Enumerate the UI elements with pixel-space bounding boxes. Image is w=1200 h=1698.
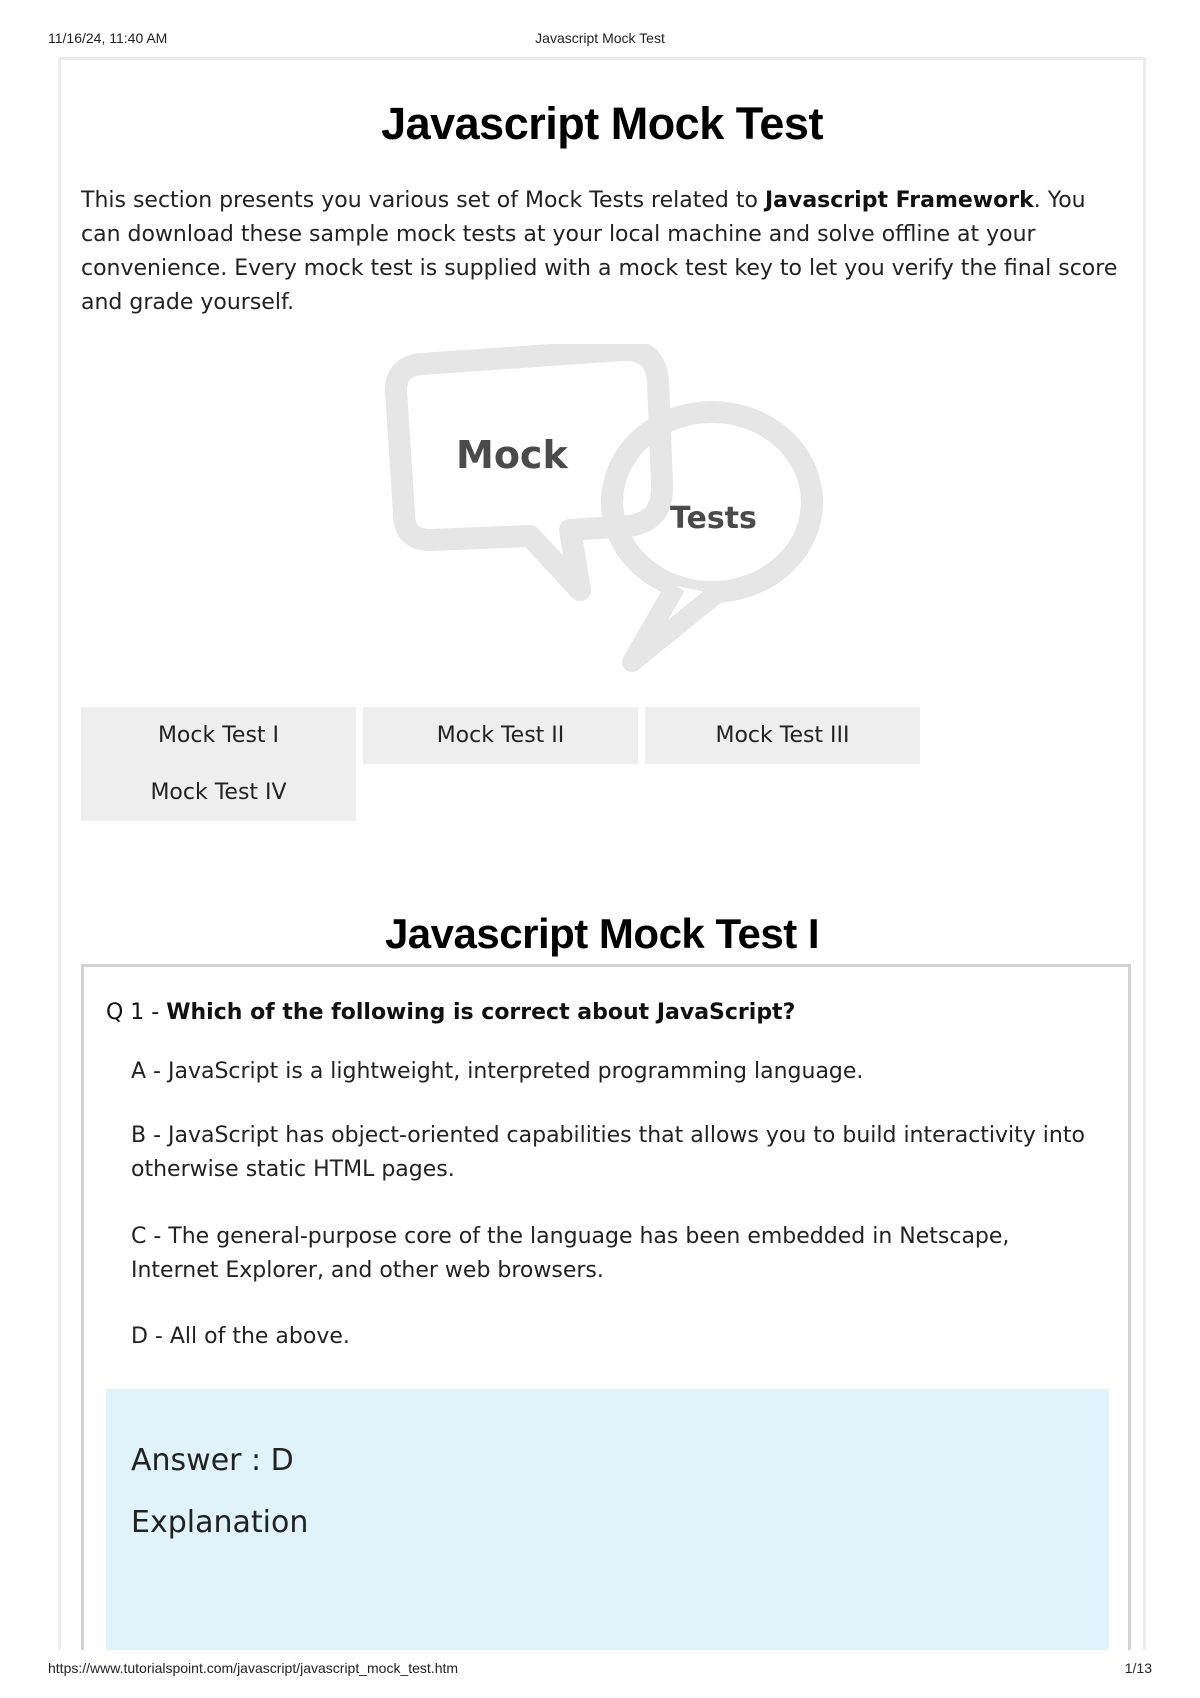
explanation-heading: Explanation: [131, 1505, 309, 1540]
question-text: [106, 1000, 795, 1025]
option-a: A - JavaScript is a lightweight, interpreted programming language.: [131, 1059, 864, 1084]
mock-tests-logo: [374, 344, 844, 674]
option-b: B - JavaScript has object-oriented capabilities that allows you to build interactivity into otherwise static HTML pages.: [131, 1123, 1085, 1182]
section-title: Javascript Mock Test I: [384, 910, 820, 957]
option-d: D - All of the above.: [131, 1324, 350, 1349]
question-number: Q 1 -: [106, 1000, 167, 1025]
intro-paragraph: [81, 184, 1131, 320]
print-url: https://www.tutorialspoint.com/javascript/javascript_mock_test.htm: [48, 1660, 459, 1676]
print-page-number: 1/13: [1124, 1660, 1152, 1676]
answer-text: Answer : D: [131, 1443, 294, 1478]
logo-word-tests: Tests: [670, 501, 757, 536]
tab-mock-test-4[interactable]: Mock Test IV: [81, 764, 356, 821]
page-title: Javascript Mock Test: [381, 98, 823, 149]
question-body: Which of the following is correct about JavaScript?: [166, 1000, 796, 1025]
intro-text-bold: Javascript Framework: [764, 188, 1034, 213]
content-frame: [58, 57, 1146, 1650]
option-c: C - The general-purpose core of the language has been embedded in Netscape, Internet Explorer, and other web browsers.: [131, 1224, 1010, 1283]
print-footer: [48, 1660, 1152, 1680]
print-page-title: Javascript Mock Test: [535, 30, 665, 46]
intro-text-after: . You can download these sample mock tests at your local machine and solve offline at your convenience. Every mock test is supplied with a mock test key to let you verify the final score and grade yourself.: [81, 188, 1118, 315]
intro-text-before: This section presents you various set of Mock Tests related to: [81, 188, 765, 213]
answer-panel: [106, 1389, 1109, 1650]
tab-mock-test-3[interactable]: Mock Test III: [645, 707, 920, 764]
print-datetime: 11/16/24, 11:40 AM: [48, 30, 168, 46]
print-header: [48, 30, 1152, 50]
tab-mock-test-2[interactable]: Mock Test II: [363, 707, 638, 764]
question-card: [81, 964, 1131, 1650]
speech-bubbles-icon: [374, 344, 844, 674]
logo-word-mock: Mock: [456, 433, 568, 477]
tab-mock-test-1[interactable]: Mock Test I: [81, 707, 356, 764]
